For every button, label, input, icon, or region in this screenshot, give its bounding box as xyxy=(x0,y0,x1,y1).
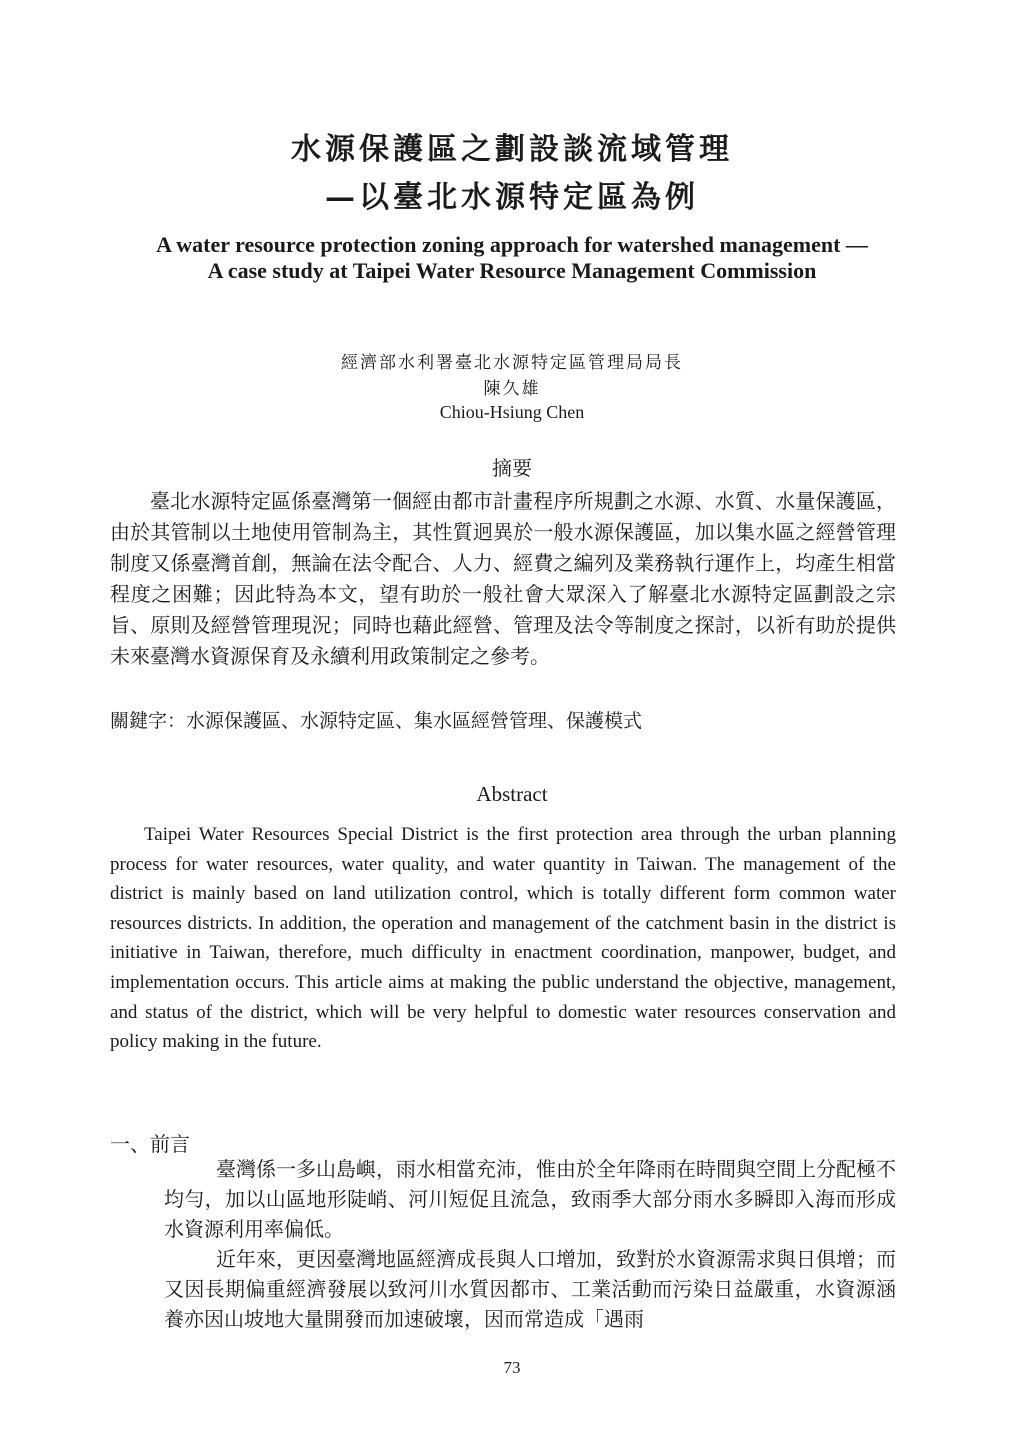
section-heading-introduction: 一、前言 xyxy=(110,1132,190,1156)
introduction-paragraph-1: 臺灣係一多山島嶼，雨水相當充沛，惟由於全年降雨在時間與空間上分配極不均勻，加以山區地形陡峭、河川短促且流急，致雨季大部分雨水多瞬即入海而形成水資源利用率偏低。 xyxy=(164,1157,896,1241)
introduction-paragraph-2: 近年來，更因臺灣地區經濟成長與人口增加，致對於水資源需求與日俱增；而又因長期偏重經濟發展以致河川水質因都市、工業活動而污染日益嚴重，水資源涵養亦因山坡地大量開發而加速破壞，因而常造成「遇雨 xyxy=(164,1247,896,1331)
author-name-english: Chiou-Hsiung Chen xyxy=(439,402,585,422)
author-name-chinese: 陳久雄 xyxy=(483,379,541,399)
english-title: A water resource protection zoning approach for watershed management — A case study at Taipei Water Resource Management Commission xyxy=(156,232,868,283)
chinese-title-line-2: —以臺北水源特定區為例 xyxy=(325,180,699,215)
author-affiliation: 經濟部水利署臺北水源特定區管理局局長 xyxy=(341,353,683,373)
chinese-title-line-1: 水源保護區之劃設談流域管理 xyxy=(291,132,733,167)
keywords: 關鍵字：水源保護區、水源特定區、集水區經營管理、保護模式 xyxy=(110,710,643,732)
page-number: 73 xyxy=(503,1358,521,1377)
english-abstract-text: Taipei Water Resources Special District is the first protection area through the urban planning process for water resources, water quality, and water quantity in Taiwan. The management of the district is mainly based on land utilization control, which is totally different form common water resources districts. In addition, the operation and management of the catchment basin in the district is initiative in Taiwan, therefore, much difficulty in enactment coordination, manpower, budget, and implementation occurs. This article aims at making the public understand the objective, management, and status of the district, which will be very helpful to domestic water resources conservation and policy making in the future. xyxy=(110,824,896,1053)
chinese-abstract-text: 臺北水源特定區係臺灣第一個經由都市計畫程序所規劃之水源、水質、水量保護區，由於其管制以土地使用管制為主，其性質迥異於一般水源保護區，加以集水區之經營管理制度又係臺灣首創，無論在法令配合、人力、經費之編列及業務執行運作上，均產生相當程度之困難；因此特為本文，望有助於一般社會大眾深入了解臺北水源特定區劃設之宗旨、原則及經營管理現況；同時也藉此經營、管理及法令等制度之探討，以祈有助於提供未來臺灣水資源保育及永續利用政策制定之參考。 xyxy=(110,489,896,668)
chinese-abstract-heading: 摘要 xyxy=(492,456,532,480)
english-abstract-heading: Abstract xyxy=(476,782,548,806)
